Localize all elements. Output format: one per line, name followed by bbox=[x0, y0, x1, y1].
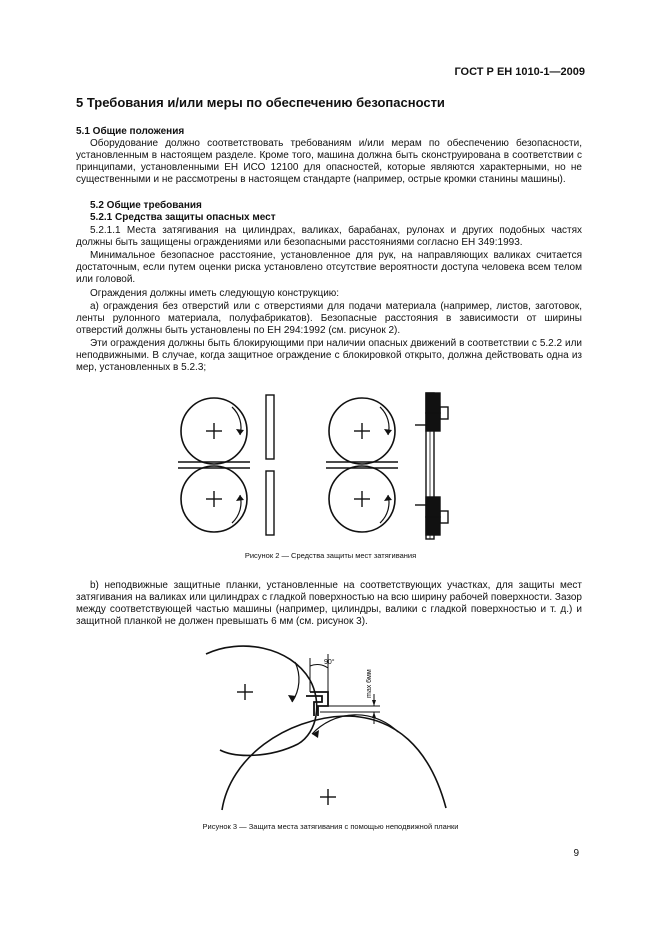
upper-cylinder bbox=[206, 646, 317, 755]
figure-3-caption: Рисунок 3 — Защита места затягивания с помощью неподвижной планки bbox=[202, 822, 459, 831]
subsection-5-2-1-title: 5.2.1 Средства защиты опасных мест bbox=[90, 212, 276, 223]
subsection-5-1-title: 5.1 Общие положения bbox=[76, 126, 185, 137]
angle-label: 90° bbox=[324, 659, 335, 666]
paragraph-item-b: b) неподвижные защитные планки, установленные на соответствующих участках, для защиты мест затягивания на валиках или цилиндрах с гладкой поверхностью на всю ширину рабочей поверхности. Зазор между соответствующей частью машины (например, цилиндры, валики с гладкой поверхностью и т. д.) и защитной планкой не должен превышать 6 мм (см. рисунок 3). bbox=[76, 580, 582, 628]
guard-plate-lower bbox=[266, 471, 274, 535]
guard-plate-upper bbox=[266, 395, 274, 459]
page-number: 9 bbox=[573, 848, 579, 859]
paragraph-5-2-1-1: 5.2.1.1 Места затягивания на цилиндрах, валиках, барабанах, рулонах и других подобных частях должны быть защищены ограждениями или безопасными расстояниями согласно ЕН 349:1993. bbox=[76, 225, 582, 249]
subsection-5-2-title: 5.2 Общие требования bbox=[90, 200, 202, 211]
paragraph-min-distance: Минимальное безопасное расстояние, установленное для рук, на направляющих валиках считается достаточным, если путем оценки риска установлено отсутствие вероятности доступа человека всем телом или головой. bbox=[76, 250, 582, 286]
figure-3-drawing bbox=[0, 640, 661, 820]
figure-2-caption: Рисунок 2 — Средства защиты мест затягивания bbox=[244, 551, 417, 560]
lower-cylinder bbox=[222, 716, 446, 810]
document-header: ГОСТ Р ЕН 1010-1—2009 bbox=[454, 66, 585, 78]
gap-label: max 6мм bbox=[366, 669, 373, 698]
figure-2-drawing bbox=[0, 385, 661, 545]
section-title: 5 Требования и/или меры по обеспечению безопасности bbox=[76, 95, 445, 110]
subsection-5-1-text: Оборудование должно соответствовать требованиям и/или мерам по обеспечению безопасности, установленным в настоящем разделе. Кроме того, машина должна быть сконструирована в соответствии с принципами, установленными ЕН ИСО 12100 для опасностей, которые являются характерными, но не существенными и не рассмотрены в настоящем стандарте (например, острые кромки станины машины). bbox=[76, 138, 582, 186]
paragraph-interlock: Эти ограждения должны быть блокирующими при наличии опасных движений в соответствии с 5.2.2 или неподвижными. В случае, когда защитное ограждение с блокировкой открыто, должна действовать одна из мер, установленных в 5.2.3; bbox=[76, 338, 582, 374]
paragraph-guards-intro: Ограждения должны иметь следующую конструкцию: bbox=[90, 288, 340, 299]
paragraph-item-a: а) ограждения без отверстий или с отверстиями для подачи материала (например, листов, заготовок, ленты рулонного материала, полуфабрикатов). Безопасные расстояния в зависимости от ширины отверстий должны быть установлены по ЕН 294:1992 (см. рисунок 2). bbox=[76, 301, 582, 337]
